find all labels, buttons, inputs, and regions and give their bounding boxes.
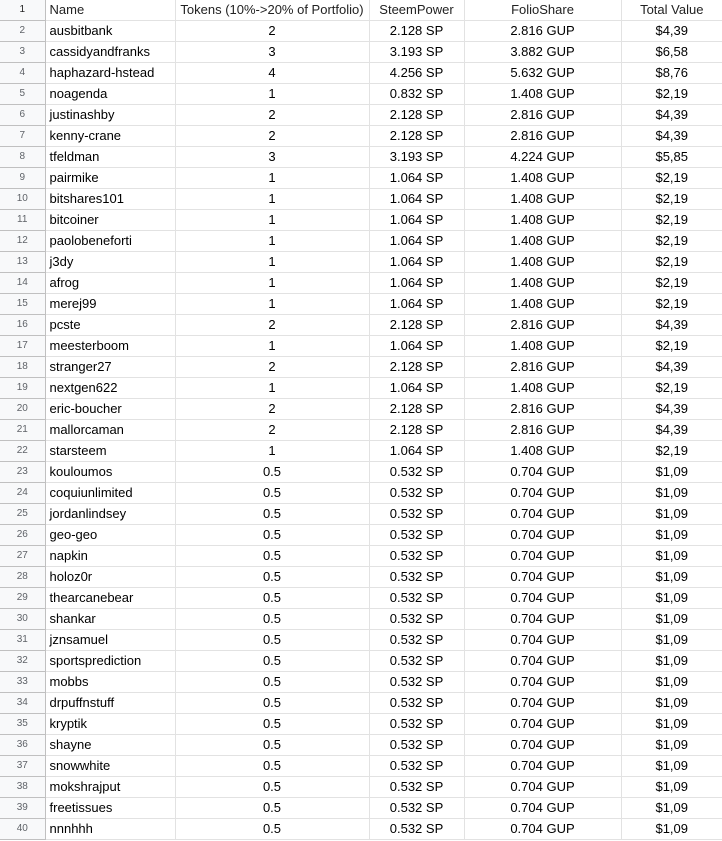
steempower-cell[interactable]: 0.532 SP [369,588,464,609]
total-value-cell[interactable]: $1,09 [621,777,722,798]
steempower-cell[interactable]: 0.832 SP [369,84,464,105]
table-row [0,336,722,357]
tokens-cell[interactable]: 0.5 [175,714,369,735]
folioshare-cell[interactable]: 0.704 GUP [464,609,621,630]
total-value-cell[interactable]: $1,09 [621,693,722,714]
tokens-cell[interactable]: 1 [175,84,369,105]
folioshare-cell[interactable]: 0.704 GUP [464,756,621,777]
steempower-cell[interactable]: 1.064 SP [369,189,464,210]
tokens-cell[interactable]: 1 [175,231,369,252]
tokens-cell[interactable]: 2 [175,357,369,378]
name-cell[interactable]: nextgen622 [45,378,175,399]
tokens-cell[interactable]: 3 [175,147,369,168]
name-cell[interactable]: kryptik [45,714,175,735]
folioshare-cell[interactable]: 0.704 GUP [464,462,621,483]
steempower-cell[interactable]: 2.128 SP [369,420,464,441]
total-value-cell[interactable]: $4,39 [621,315,722,336]
total-value-cell[interactable]: $1,09 [621,651,722,672]
table-row [0,441,722,462]
name-cell[interactable]: mobbs [45,672,175,693]
total-value-cell[interactable]: $2,19 [621,84,722,105]
tokens-cell[interactable]: 1 [175,252,369,273]
folioshare-cell[interactable]: 0.704 GUP [464,714,621,735]
table-row [0,546,722,567]
name-cell[interactable]: jordanlindsey [45,504,175,525]
table-row [0,231,722,252]
total-value-cell[interactable]: $1,09 [621,567,722,588]
folioshare-cell[interactable]: 2.816 GUP [464,315,621,336]
row-number[interactable]: 1 [0,0,45,21]
name-cell[interactable]: nnnhhh [45,819,175,840]
name-cell[interactable]: bitshares101 [45,189,175,210]
row-number[interactable]: 18 [0,357,45,378]
folioshare-cell[interactable]: 1.408 GUP [464,189,621,210]
name-cell[interactable]: meesterboom [45,336,175,357]
name-cell[interactable]: eric-boucher [45,399,175,420]
steempower-cell[interactable]: 2.128 SP [369,357,464,378]
total-value-cell[interactable]: $4,39 [621,399,722,420]
folioshare-cell[interactable]: 4.224 GUP [464,147,621,168]
table-row [0,378,722,399]
folioshare-cell[interactable]: 1.408 GUP [464,294,621,315]
folioshare-cell[interactable]: 1.408 GUP [464,231,621,252]
total-value-cell[interactable]: $1,09 [621,609,722,630]
name-cell[interactable]: bitcoiner [45,210,175,231]
table-row [0,798,722,819]
row-number[interactable]: 10 [0,189,45,210]
row-number[interactable]: 29 [0,588,45,609]
name-cell[interactable]: kenny-crane [45,126,175,147]
tokens-cell[interactable]: 2 [175,420,369,441]
table-row [0,735,722,756]
total-value-cell[interactable]: $2,19 [621,441,722,462]
steempower-cell[interactable]: 0.532 SP [369,798,464,819]
row-number[interactable]: 3 [0,42,45,63]
folioshare-cell[interactable]: 0.704 GUP [464,630,621,651]
table-row [0,105,722,126]
row-number[interactable]: 31 [0,630,45,651]
steempower-cell[interactable]: 3.193 SP [369,147,464,168]
name-cell[interactable]: tfeldman [45,147,175,168]
name-cell[interactable]: geo-geo [45,525,175,546]
table-row [0,588,722,609]
folioshare-cell[interactable]: 2.816 GUP [464,105,621,126]
tokens-cell[interactable]: 1 [175,189,369,210]
tokens-cell[interactable]: 1 [175,273,369,294]
steempower-cell[interactable]: 0.532 SP [369,567,464,588]
name-cell[interactable]: mallorcaman [45,420,175,441]
tokens-cell[interactable]: 0.5 [175,777,369,798]
steempower-cell[interactable]: 1.064 SP [369,252,464,273]
name-cell[interactable]: noagenda [45,84,175,105]
total-value-cell[interactable]: $2,19 [621,168,722,189]
folioshare-cell[interactable]: 2.816 GUP [464,420,621,441]
table-row [0,651,722,672]
folioshare-cell[interactable]: 5.632 GUP [464,63,621,84]
row-number[interactable]: 38 [0,777,45,798]
table-row [0,399,722,420]
folioshare-cell[interactable]: 3.882 GUP [464,42,621,63]
table-row [0,525,722,546]
folioshare-cell[interactable]: 0.704 GUP [464,693,621,714]
table-row [0,756,722,777]
folioshare-cell[interactable]: 1.408 GUP [464,336,621,357]
table-row [0,147,722,168]
name-cell[interactable]: haphazard-hstead [45,63,175,84]
header-total-value-cell[interactable]: Total Value [621,0,722,21]
total-value-cell[interactable]: $1,09 [621,672,722,693]
name-cell[interactable]: afrog [45,273,175,294]
tokens-cell[interactable]: 0.5 [175,588,369,609]
folioshare-cell[interactable]: 1.408 GUP [464,378,621,399]
row-number[interactable]: 34 [0,693,45,714]
steempower-cell[interactable]: 1.064 SP [369,441,464,462]
header-steempower-cell[interactable]: SteemPower [369,0,464,21]
steempower-cell[interactable]: 1.064 SP [369,378,464,399]
table-row [0,294,722,315]
tokens-cell[interactable]: 1 [175,336,369,357]
total-value-cell[interactable]: $2,19 [621,294,722,315]
row-number[interactable]: 8 [0,147,45,168]
tokens-cell[interactable]: 0.5 [175,651,369,672]
row-number[interactable]: 22 [0,441,45,462]
folioshare-cell[interactable]: 0.704 GUP [464,546,621,567]
steempower-cell[interactable]: 0.532 SP [369,504,464,525]
folioshare-cell[interactable]: 1.408 GUP [464,84,621,105]
tokens-cell[interactable]: 0.5 [175,609,369,630]
tokens-cell[interactable]: 0.5 [175,525,369,546]
name-cell[interactable]: starsteem [45,441,175,462]
folioshare-cell[interactable]: 2.816 GUP [464,357,621,378]
steempower-cell[interactable]: 0.532 SP [369,651,464,672]
total-value-cell[interactable]: $1,09 [621,546,722,567]
name-cell[interactable]: pcste [45,315,175,336]
name-cell[interactable]: thearcanebear [45,588,175,609]
total-value-cell[interactable]: $1,09 [621,714,722,735]
folioshare-cell[interactable]: 0.704 GUP [464,735,621,756]
name-cell[interactable]: sportsprediction [45,651,175,672]
steempower-cell[interactable]: 3.193 SP [369,42,464,63]
steempower-cell[interactable]: 0.532 SP [369,756,464,777]
row-number[interactable]: 6 [0,105,45,126]
tokens-cell[interactable]: 2 [175,21,369,42]
steempower-cell[interactable]: 0.532 SP [369,630,464,651]
folioshare-cell[interactable]: 0.704 GUP [464,504,621,525]
row-number[interactable]: 14 [0,273,45,294]
name-cell[interactable]: shankar [45,609,175,630]
table-row [0,21,722,42]
total-value-cell[interactable]: $5,85 [621,147,722,168]
steempower-cell[interactable]: 0.532 SP [369,546,464,567]
name-cell[interactable]: ausbitbank [45,21,175,42]
folioshare-cell[interactable]: 2.816 GUP [464,399,621,420]
row-number[interactable]: 30 [0,609,45,630]
header-row [0,0,722,21]
name-cell[interactable]: kouloumos [45,462,175,483]
total-value-cell[interactable]: $2,19 [621,273,722,294]
steempower-cell[interactable]: 0.532 SP [369,735,464,756]
row-number[interactable]: 36 [0,735,45,756]
name-cell[interactable]: snowwhite [45,756,175,777]
tokens-cell[interactable]: 0.5 [175,693,369,714]
name-cell[interactable]: paolobeneforti [45,231,175,252]
steempower-cell[interactable]: 2.128 SP [369,105,464,126]
name-cell[interactable]: cassidyandfranks [45,42,175,63]
row-number[interactable]: 4 [0,63,45,84]
tokens-cell[interactable]: 2 [175,105,369,126]
steempower-cell[interactable]: 0.532 SP [369,609,464,630]
steempower-cell[interactable]: 2.128 SP [369,126,464,147]
folioshare-cell[interactable]: 1.408 GUP [464,441,621,462]
row-number[interactable]: 7 [0,126,45,147]
tokens-cell[interactable]: 2 [175,315,369,336]
total-value-cell[interactable]: $1,09 [621,462,722,483]
folioshare-cell[interactable]: 0.704 GUP [464,672,621,693]
name-cell[interactable]: napkin [45,546,175,567]
row-number[interactable]: 33 [0,672,45,693]
tokens-cell[interactable]: 0.5 [175,462,369,483]
table-row [0,315,722,336]
table-row [0,777,722,798]
tokens-cell[interactable]: 0.5 [175,630,369,651]
table-row [0,483,722,504]
total-value-cell[interactable]: $4,39 [621,357,722,378]
tokens-cell[interactable]: 3 [175,42,369,63]
table-row [0,693,722,714]
table-row [0,420,722,441]
steempower-cell[interactable]: 1.064 SP [369,168,464,189]
table-row [0,819,722,840]
row-number[interactable]: 37 [0,756,45,777]
row-number[interactable]: 16 [0,315,45,336]
table-row [0,714,722,735]
total-value-cell[interactable]: $1,09 [621,525,722,546]
folioshare-cell[interactable]: 0.704 GUP [464,819,621,840]
name-cell[interactable]: jznsamuel [45,630,175,651]
tokens-cell[interactable]: 1 [175,378,369,399]
total-value-cell[interactable]: $2,19 [621,252,722,273]
folioshare-cell[interactable]: 2.816 GUP [464,21,621,42]
tokens-cell[interactable]: 0.5 [175,504,369,525]
row-number[interactable]: 2 [0,21,45,42]
row-number[interactable]: 32 [0,651,45,672]
name-cell[interactable]: pairmike [45,168,175,189]
folioshare-cell[interactable]: 0.704 GUP [464,777,621,798]
table-row [0,609,722,630]
folioshare-cell[interactable]: 0.704 GUP [464,525,621,546]
steempower-cell[interactable]: 1.064 SP [369,294,464,315]
name-cell[interactable]: stranger27 [45,357,175,378]
steempower-cell[interactable]: 0.532 SP [369,693,464,714]
row-number[interactable]: 25 [0,504,45,525]
name-cell[interactable]: mokshrajput [45,777,175,798]
total-value-cell[interactable]: $1,09 [621,819,722,840]
total-value-cell[interactable]: $1,09 [621,483,722,504]
row-number[interactable]: 28 [0,567,45,588]
total-value-cell[interactable]: $1,09 [621,630,722,651]
table-row [0,252,722,273]
tokens-cell[interactable]: 0.5 [175,567,369,588]
steempower-cell[interactable]: 1.064 SP [369,210,464,231]
tokens-cell[interactable]: 0.5 [175,798,369,819]
row-number[interactable]: 9 [0,168,45,189]
folioshare-cell[interactable]: 1.408 GUP [464,168,621,189]
total-value-cell[interactable]: $1,09 [621,756,722,777]
row-number[interactable]: 19 [0,378,45,399]
row-number[interactable]: 12 [0,231,45,252]
total-value-cell[interactable]: $4,39 [621,126,722,147]
steempower-cell[interactable]: 0.532 SP [369,819,464,840]
table-row [0,462,722,483]
row-number[interactable]: 39 [0,798,45,819]
tokens-cell[interactable]: 0.5 [175,819,369,840]
name-cell[interactable]: justinashby [45,105,175,126]
table-row [0,504,722,525]
total-value-cell[interactable]: $2,19 [621,231,722,252]
total-value-cell[interactable]: $1,09 [621,504,722,525]
total-value-cell[interactable]: $6,58 [621,42,722,63]
table-row [0,168,722,189]
steempower-cell[interactable]: 4.256 SP [369,63,464,84]
table-row [0,672,722,693]
steempower-cell[interactable]: 0.532 SP [369,462,464,483]
steempower-cell[interactable]: 1.064 SP [369,231,464,252]
row-number[interactable]: 15 [0,294,45,315]
row-number[interactable]: 20 [0,399,45,420]
tokens-cell[interactable]: 0.5 [175,735,369,756]
name-cell[interactable]: holoz0r [45,567,175,588]
row-number[interactable]: 21 [0,420,45,441]
header-name-cell[interactable]: Name [45,0,175,21]
tokens-cell[interactable]: 1 [175,168,369,189]
table-row [0,273,722,294]
folioshare-cell[interactable]: 0.704 GUP [464,567,621,588]
total-value-cell[interactable]: $1,09 [621,588,722,609]
header-tokens-cell[interactable]: Tokens (10%->20% of Portfolio) [175,0,369,21]
total-value-cell[interactable]: $2,19 [621,378,722,399]
folioshare-cell[interactable]: 1.408 GUP [464,273,621,294]
table-row [0,210,722,231]
row-number[interactable]: 40 [0,819,45,840]
name-cell[interactable]: shayne [45,735,175,756]
tokens-cell[interactable]: 1 [175,210,369,231]
steempower-cell[interactable]: 0.532 SP [369,525,464,546]
row-number[interactable]: 27 [0,546,45,567]
name-cell[interactable]: freetissues [45,798,175,819]
folioshare-cell[interactable]: 1.408 GUP [464,210,621,231]
steempower-cell[interactable]: 2.128 SP [369,315,464,336]
tokens-cell[interactable]: 1 [175,294,369,315]
table-row [0,357,722,378]
tokens-cell[interactable]: 0.5 [175,672,369,693]
table-row [0,189,722,210]
total-value-cell[interactable]: $8,76 [621,63,722,84]
tokens-cell[interactable]: 1 [175,441,369,462]
name-cell[interactable]: coquiunlimited [45,483,175,504]
row-number[interactable]: 13 [0,252,45,273]
total-value-cell[interactable]: $2,19 [621,336,722,357]
table-row [0,126,722,147]
name-cell[interactable]: drpuffnstuff [45,693,175,714]
steempower-cell[interactable]: 0.532 SP [369,714,464,735]
total-value-cell[interactable]: $2,19 [621,189,722,210]
folioshare-cell[interactable]: 0.704 GUP [464,651,621,672]
row-number[interactable]: 24 [0,483,45,504]
table-row [0,630,722,651]
total-value-cell[interactable]: $1,09 [621,798,722,819]
steempower-cell[interactable]: 2.128 SP [369,399,464,420]
tokens-cell[interactable]: 0.5 [175,546,369,567]
total-value-cell[interactable]: $4,39 [621,420,722,441]
header-folioshare-cell[interactable]: FolioShare [464,0,621,21]
tokens-cell[interactable]: 2 [175,126,369,147]
total-value-cell[interactable]: $4,39 [621,105,722,126]
total-value-cell[interactable]: $1,09 [621,735,722,756]
row-number[interactable]: 11 [0,210,45,231]
steempower-cell[interactable]: 0.532 SP [369,672,464,693]
row-number[interactable]: 26 [0,525,45,546]
name-cell[interactable]: j3dy [45,252,175,273]
steempower-cell[interactable]: 1.064 SP [369,273,464,294]
tokens-cell[interactable]: 4 [175,63,369,84]
row-number[interactable]: 5 [0,84,45,105]
folioshare-cell[interactable]: 1.408 GUP [464,252,621,273]
row-number[interactable]: 23 [0,462,45,483]
name-cell[interactable]: merej99 [45,294,175,315]
table-row [0,84,722,105]
total-value-cell[interactable]: $2,19 [621,210,722,231]
folioshare-cell[interactable]: 0.704 GUP [464,798,621,819]
folioshare-cell[interactable]: 0.704 GUP [464,588,621,609]
steempower-cell[interactable]: 0.532 SP [369,483,464,504]
steempower-cell[interactable]: 2.128 SP [369,21,464,42]
tokens-cell[interactable]: 0.5 [175,756,369,777]
row-number[interactable]: 35 [0,714,45,735]
table-row [0,42,722,63]
table-row [0,567,722,588]
row-number[interactable]: 17 [0,336,45,357]
steempower-cell[interactable]: 0.532 SP [369,777,464,798]
folioshare-cell[interactable]: 0.704 GUP [464,483,621,504]
total-value-cell[interactable]: $4,39 [621,21,722,42]
tokens-cell[interactable]: 0.5 [175,483,369,504]
table-row [0,63,722,84]
steempower-cell[interactable]: 1.064 SP [369,336,464,357]
folioshare-cell[interactable]: 2.816 GUP [464,126,621,147]
tokens-cell[interactable]: 2 [175,399,369,420]
